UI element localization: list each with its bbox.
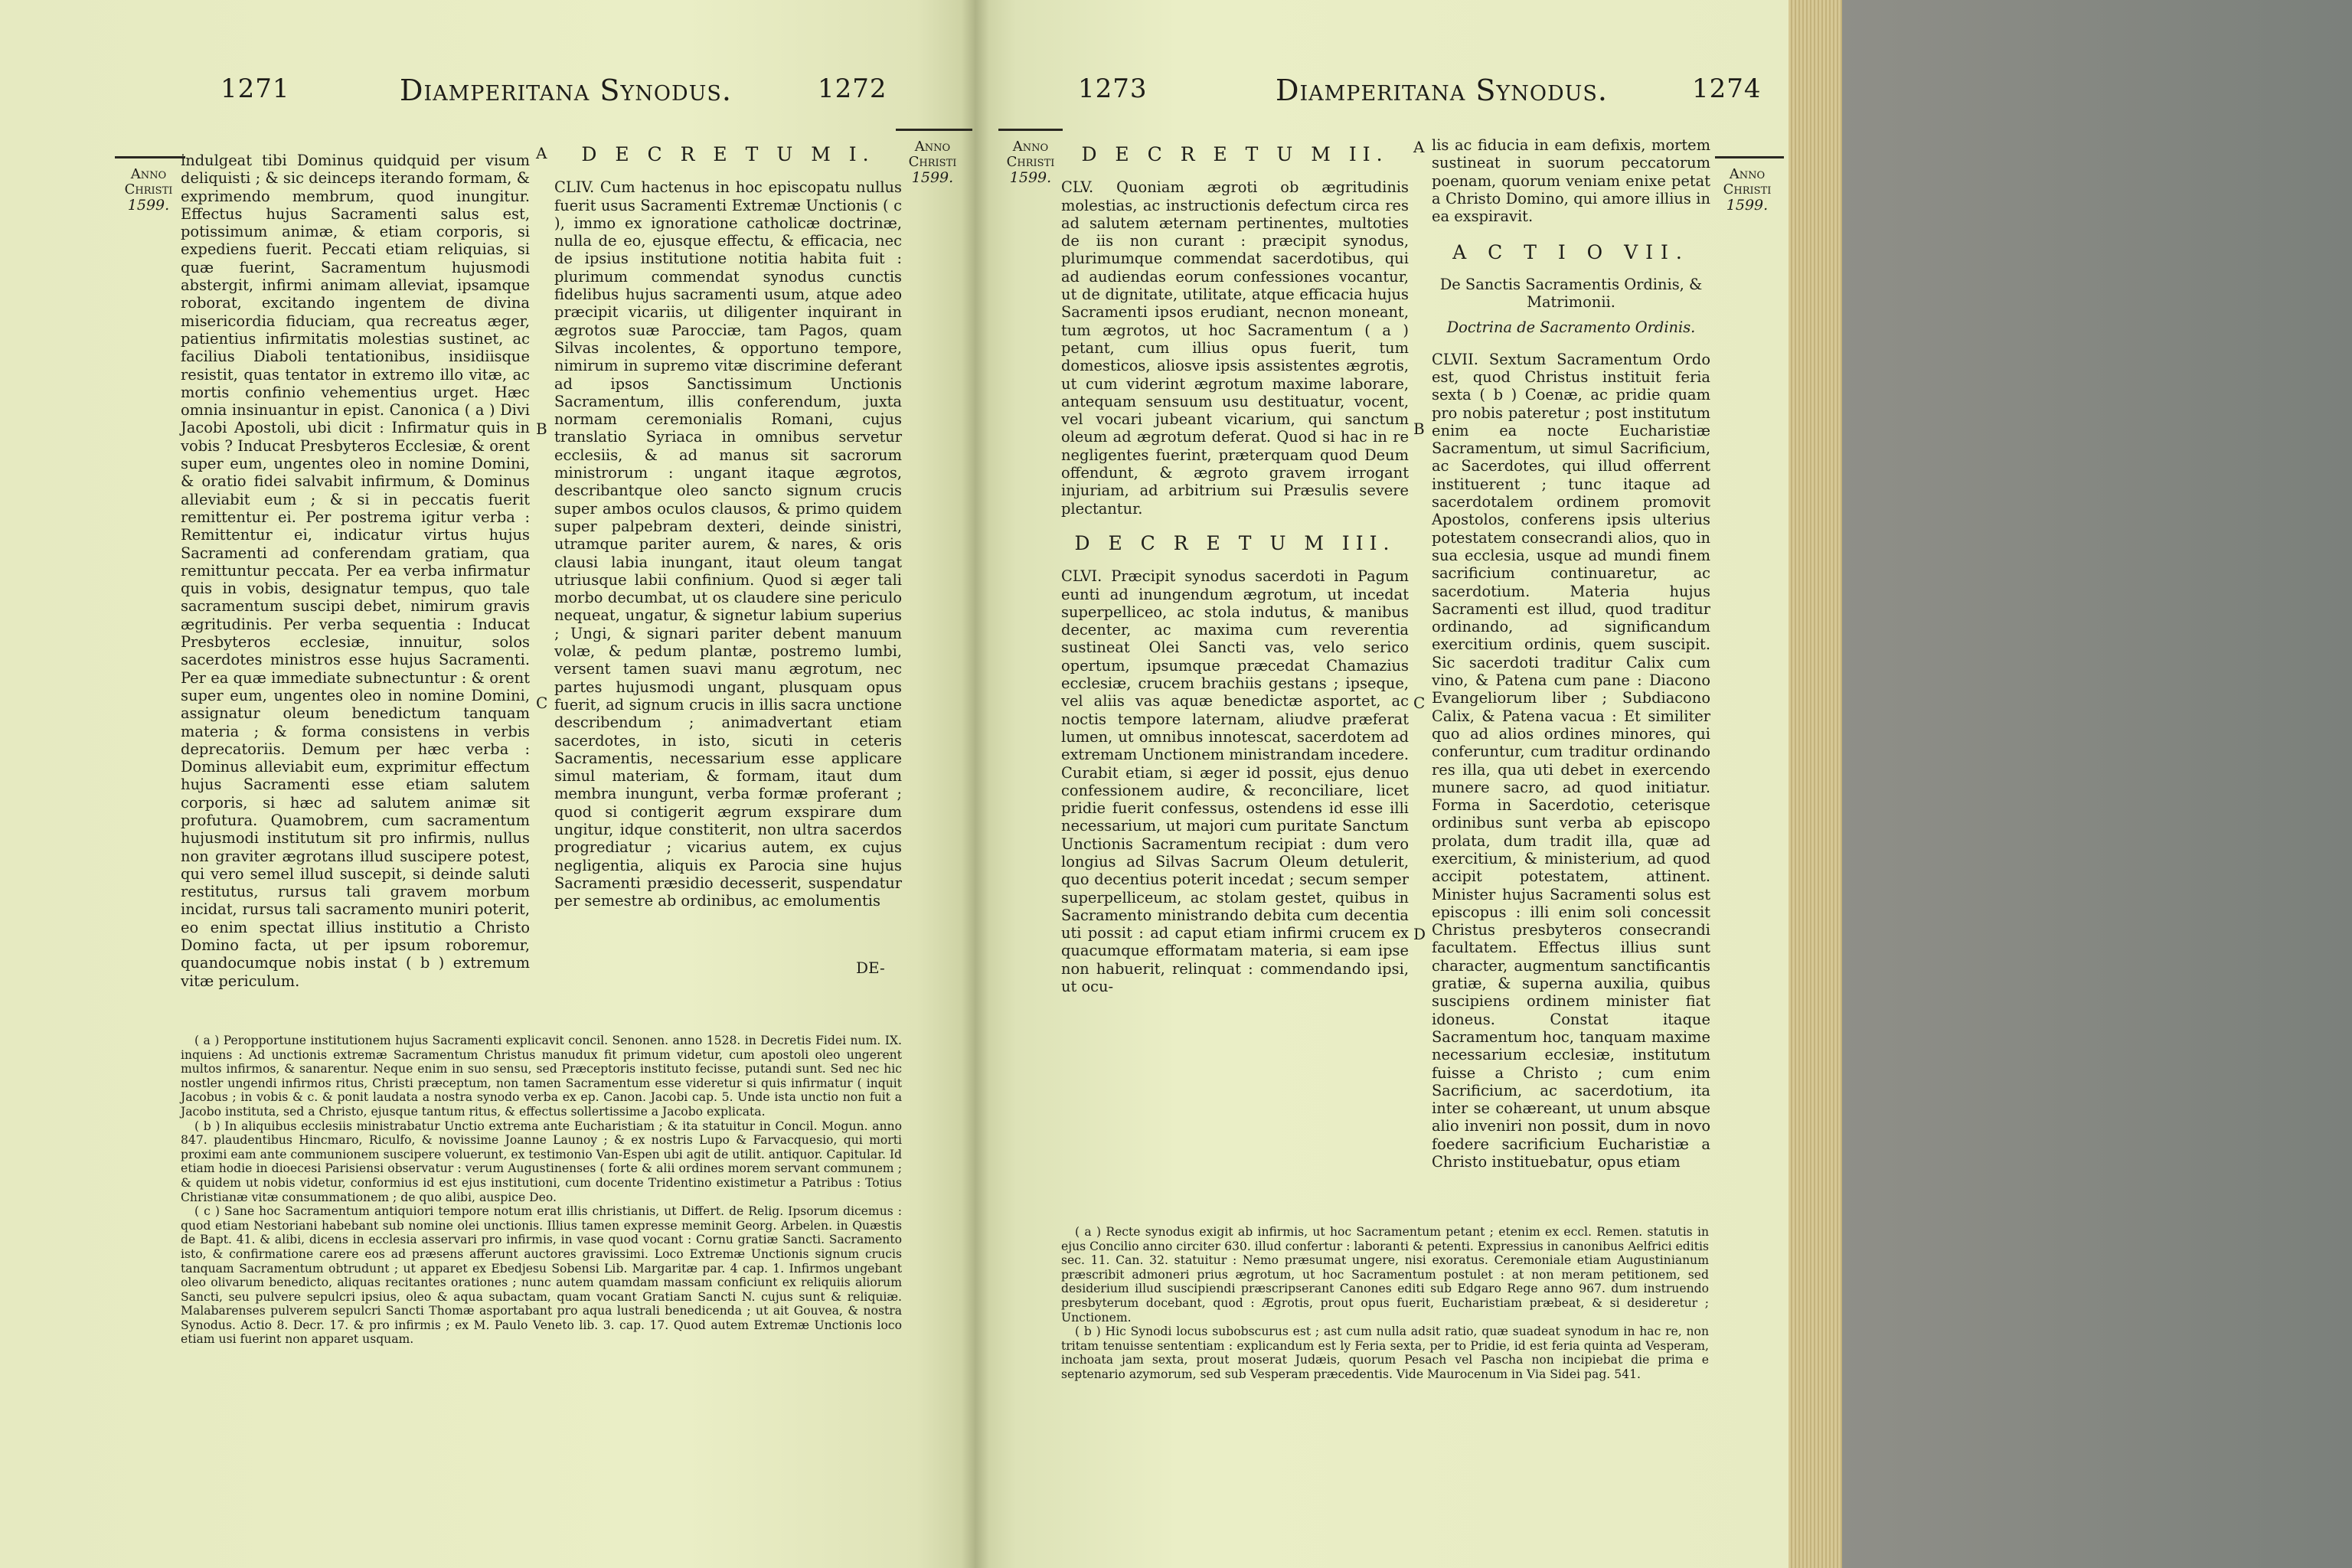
footnote-a: ( a ) Recte synodus exigit ab infirmis, ut hoc Sacramentum petant ; etenim ex eccl. Remen. statutis in ejus Concilio anno circiter 630. illud confertur : laboranti & petenti. Expressius in canonibus Aelfrici editis sec. 11. Can. 32. statuitur : Nemo præsumat ungere, nisi exoratus. Ceremoniale etiam Augustinianum præscribit admoneri prius ægrotum, ut hoc Sacramentum postulet : at non meram petitionem, sed desiderium illud suscipiendi præscripserant Canones editi sub Edgaro Rege anno 967. dum instruendo presbyterum docebant, quod : Ægrotis, prout opus fuerit, Eucharistiam præbeat, & si desideretur ; Unctionem. <box>1061 1225 1709 1325</box>
right-footnotes <box>1061 1225 1709 1547</box>
page-edge-stack <box>1788 0 1842 1568</box>
page-number-1273: 1273 <box>1078 74 1148 104</box>
right-column-1 <box>1061 145 1409 1041</box>
running-head: Diamperitana Synodus. <box>1276 74 1608 107</box>
footnote-c: ( c ) Sane hoc Sacramentum antiquiori tempore notum erat illis christianis, ut Differt. de Relig. Ipsorum dicemus : quod etiam Nestoriani habebant sub nomine olei unctionis. Illius tamen expresse meminit Georg. Arbelen. in Quæstis de Bapt. 41. & alibi, dicens in ecclesia asservari pro infirmis, in vase quod vocant : Cornu gratiæ Sancti. Sacramento isto, & confirmatione carere eos ad præsens afferunt auctores gravissimi. Loco Extremæ Unctionis signum crucis tanquam Sacramentum obtrudunt ; ut apparet ex Ebedjesu Sobensi Lib. Margaritæ par. 4 cap. 1. Infirmos ungebant oleo olivarum benedicto, aliquas recitantes orationes ; nunc autem quamdam massam conficiunt ex reliquiis aliorum Sancti, seu pulvere sepulcri ipsius, oleo & aqua subactam, quam vocant Gratiam Sancti N. cujus sunt & reliquiæ. Malabarenses pulverem sepulcri Sancti Thomæ asportabant pro aqua lustrali benedicenda ; ut ait Gouvea, & nostra Synodus. Actio 8. Decr. 17. & pro infirmis ; ex M. Paulo Veneto lib. 3. cap. 17. Quod autem Extremæ Unctionis loco etiam usi fuerint non apparet usquam. <box>181 1204 902 1347</box>
anno-christi-label: Anno Christi <box>1006 139 1055 170</box>
decretum-2-title: D E C R E T U M II. <box>1081 143 1389 165</box>
section-marker-b: B <box>1413 420 1425 438</box>
anno-year: 1599. <box>911 169 954 186</box>
footnote-a: ( a ) Peropportune institutionem hujus Sacramenti explicavit concil. Senonen. anno 1528. in Decretis Fidei num. IX. inquiens : Ad unctionis extremæ Sacramentum Christus manudux fit primum videtur, cum apostoli oleo ungerent multos infirmos, & sanarentur. Neque enim in suo sensu, sed Præceptoris instituto fecisse, putandi sunt. Sed nec hic nostler ungendi infirmos ritus, Christi præceptum, non tamen Sacramentum esse videretur si quis infirmatur ( inquit Jacobus ; in vobis & c. & ponit laudata a nostra synodo verba ex ep. Canon. Jacobi cap. 5. Unde ista unctio non fuit a Jacobo instituta, sed a Christo, ejusque tantum ritus, & effectus sollertissime a Jacobo explicata. <box>181 1034 902 1119</box>
decree-155-text: CLV. Quoniam ægroti ob ægritudinis molestias, ac instructionis defectum circa res ad salutem æternam pertinentes, multoties de iis non curant : præcipit synodus, plurimumque commendat sacerdotibus, qui ad audiendas eorum confessiones vocantur, ut de dignitate, utilitate, atque efficacia hujus Sacramenti ipsos erudiant, necnon moneant, tum ægrotos, ut hoc Sacramentum ( a ) petant, cum illius opus fuerit, tum domesticos, aliosve ipsis assistentes ægrotis, ut cum viderint ægrotum maxime laborare, antequam sensuum usu destituatur, vocent, vel vocari jubeant vicarium, qui sanctum oleum ad ægrotum deferat. Quod si hac in re negligentes fuerint, præterquam quod Deum offendunt, & ægroto gravem irrogant injuriam, ad arbitrium sui Præsulis severe plectantur. <box>1061 178 1409 518</box>
decree-156-continuation: lis ac fiducia in eam defixis, mortem sustineat in suorum peccatorum poenam, quorum veniam enixe petat a Christo Domino, qui amore illius in ea exspiravit. <box>1432 136 1710 226</box>
section-marker-c: C <box>1413 694 1426 712</box>
footnote-b: ( b ) Hic Synodi locus subobscurus est ; ast cum nulla adsit ratio, quæ suadeat synodum in hac re, non tritam tenuisse sententiam : explicandum est ly Feria sexta, per to Pridie, id est feria quinta ad Vesperam, inchoata jam sexta, prout moserat Judæis, quorum Pesach vel Pascha non incipiebat die prima e septenario azymorum, sed sub Vesperam præcedentis. Vide Maurocenum in Via Sidei pag. 541. <box>1061 1325 1709 1381</box>
decree-156-text: CLVI. Præcipit synodus sacerdoti in Pagum eunti ad inungendum ægrotum, ut incedat superpelliceo, ac stola indutus, & manibus decenter, ac maxima cum reverentia sustineat Olei Sancti vas, velo serico opertum, ipsumque præcedat Chamazius ecclesiæ, crucem brachiis gestans ; ipseque, vel aliis vas aquæ benedictæ asportet, ac noctis tempore laternam, aliudve præferat lumen, ut omnibus innotescat, sacerdotem ad extremam Unctionem ministrandam incedere. Curabit etiam, si æger id possit, ejus denuo confessionem audire, & reconciliare, licet pridie fuerit confessus, ostendens id esse illi necessarium, ut majori cum puritate Sanctum Unctionis Sacramentum recipiat : dum vero longius ad Silvas Sacrum Oleum detulerit, quo decentius poterit incedat ; secum semper superpelliceum, ac stolam gestet, quibus in Sacramento ministrando debita cum decentia uti possit : ad caput etiam infirmi crucem ex quacumque efformatam materia, si eam ipse non habuerit, relinquat : commendando ipsi, ut ocu- <box>1061 567 1410 996</box>
anno-rule-left <box>115 156 185 158</box>
page-number-1272: 1272 <box>818 74 887 104</box>
anno-year: 1599. <box>127 197 170 214</box>
decretum-1-title: D E C R E T U M I. <box>581 143 875 165</box>
actio-7-subtitle: De Sanctis Sacramentis Ordinis, & Matrimonii. <box>1439 275 1703 312</box>
anno-christi-label: Anno Christi <box>908 139 957 170</box>
decretum-3-title: D E C R E T U M III. <box>1074 531 1396 554</box>
anno-rule-right <box>896 129 972 131</box>
anno-christi-label: Anno Christi <box>1723 166 1772 198</box>
book-gutter <box>962 0 989 1568</box>
actio-7-title: A C T I O VII. <box>1452 241 1690 264</box>
anno-christi-label: Anno Christi <box>124 166 173 198</box>
doctrine-text: indulgeat tibi Dominus quidquid per visum deliquisti ; & sic deinceps iterando formam, & exprimendo membrum, quod inungitur. Effectus hujus Sacramenti salus est, potissimum animæ, & etiam corporis, si expediens fuerit. Peccati etiam reliquias, si quæ fuerint, Sacramentum hujusmodi abstergit, infirmi animam alleviat, ipsamque roborat, excitando ingentem de divina misericordia fiduciam, qua recreatus æger, patientius infirmitatis molestias sustinet, ac facilius Diaboli tentationibus, insidiisque resistit, quas tentator in extremo illo vitæ, ac mortis confinio vehementius urget. Hæc omnia insinuantur in epist. Canonica ( a ) Divi Jacobi Apostoli, ubi dicit : Infirmatur quis in vobis ? Inducat Presbyteros Ecclesiæ, & orent super eum, ungentes oleo in nomine Domini, & oratio fidei salvabit infirmum, & Dominus alleviabit eum ; & si in peccatis fuerit remittentur ei. Per postrema igitur verba : Remittentur ei, indicatur virtus hujus Sacramenti ad conferendam gratiam, qua remittuntur peccata. Per ea verba infirmatur quis in vobis, designatur tempus, quo tale sacramentum suscipi debet, nimirum gravis ægritudinis. Per verba sequentia : Inducat Presbyteros ecclesiæ, innuitur, solos sacerdotes ministros esse hujus Sacramenti. Per ea quæ immediate subnectuntur : & orent super eum, ungentes oleo in nomine Domini, assignatur oleum benedictum tanquam materia ; & forma consistens in verbis deprecatoriis. Demum per hæc verba : Dominus alleviabit eum, exprimitur effectum hujus Sacramenti esse etiam salutem corporis, si hæc ad salutem animæ sit profutura. Quamobrem, cum sacramentum hujusmodi institutum sit pro infirmis, nullus non graviter ægrotans illud suscipere potest, qui vero semel illud suscepit, si deinde saluti restitutus, rursus tali gravem morbum incidat, rursus tali sacramento muniri poterit, eo enim spectat illius institutio a Christo Domino facta, ut per ipsum roboremur, quandocumque nobis instat ( b ) extremum vitæ periculum. <box>181 152 530 990</box>
running-head: Diamperitana Synodus. <box>400 74 732 107</box>
left-column-1 <box>181 152 530 990</box>
catchword: DE- <box>856 959 885 977</box>
right-column-2 <box>1432 136 1710 1171</box>
anno-year: 1599. <box>1009 169 1052 186</box>
page-number-1274: 1274 <box>1692 74 1762 104</box>
decree-157-text: CLVII. Sextum Sacramentum Ordo est, quod Christus instituit feria sexta ( b ) Coenæ, ac pridie quam pro nobis pateretur ; post institutum enim ea nocte Eucharistiæ Sacramentum, ut simul Sacrificium, ac Sacerdotes, qui illud offerrent instituerent ; tunc itaque ad sacerdotalem ordinem promovit Apostolos, conferens ipsis ulterius potestatem consecrandi alios, quo in sua ecclesia, usque ad mundi finem sacrificium continuaretur, ac sacerdotium. Materia hujus Sacramenti est illud, quod traditur ordinando, ad significandum exercitium ordinis, quem suscipit. Sic sacerdoti traditur Calix cum vino, & Patena cum pane : Diacono Evangeliorum liber ; Subdiacono Calix, & Patena vacua : Et similiter quo ad alios ordines minores, qui conferuntur, cum traditur ordinando res illa, qua uti debet in exercendo munere sacro, ad quod initiatur. Forma in Sacerdotio, ceterisque ordinibus sunt verba ab episcopo prolata, dum tradit illa, quæ ad exercitium, & ministerium, ad quod accipit potestatem, attinent. Minister hujus Sacramenti solus est episcopus : illi enim soli concessit Christus presbyteros consecrandi facultatem. Effectus illius sunt character, augmentum sanctificantis gratiæ, & superna auxilia, quibus suscipiens ordinem minister fiat idoneus. Constat itaque Sacramentum hoc, tanquam maxime necessarium ecclesiæ, institutum fuisse a Christo ; cum enim Sacrificium, ac sacerdotium, ita inter se cohæreant, ut unum absque alio inveniri non possit, dum in novo foedere sacrificium Eucharistiæ a Christo instituebatur, opus etiam <box>1432 350 1710 1171</box>
left-page <box>0 0 975 1568</box>
section-marker-a: A <box>1413 138 1425 156</box>
section-marker-b: B <box>536 420 547 438</box>
anno-christi-marginal-right <box>900 139 965 185</box>
anno-rule-right <box>1715 156 1784 158</box>
anno-christi-marginal <box>116 167 181 213</box>
section-marker-c: C <box>536 694 548 712</box>
anno-christi-marginal <box>998 139 1063 185</box>
book-page-edges <box>1788 0 2352 1568</box>
anno-year: 1599. <box>1726 197 1769 214</box>
section-marker-a: A <box>536 144 547 162</box>
anno-christi-marginal-right <box>1715 167 1779 213</box>
page-number-1271: 1271 <box>220 74 290 104</box>
left-footnotes <box>181 1034 902 1524</box>
doctrina-title: Doctrina de Sacramento Ordinis. <box>1446 318 1696 337</box>
decree-154-text: CLIV. Cum hactenus in hoc episcopatu nullus fuerit usus Sacramenti Extremæ Unctionis ( c ), immo ex ignoratione catholicæ doctrinæ, nulla de eo, ejusque effectu, & efficacia, nec de ipsius institutione notitia habita fuit : plurimum commendat synodus cunctis fidelibus hujus sacramenti usum, atque adeo præcipit vicariis, ut diligenter inquirant in ægrotos suæ Parocciæ, tam Pagos, quam Silvas incolentes, & opportuno tempore, nimirum in supremo vitæ discrimine deferant ad ipsos Sanctissimum Unctionis Sacramentum, illis conferendum, juxta normam ceremonialis Romani, cujus translatio Syriaca in omnibus servetur ecclesiis, & ad manus sit sacrorum ministrorum : ungant itaque ægrotos, describantque oleo sancto signum crucis super ambos oculos clausos, & primo quidem super palpebram dexteri, deinde sinistri, utramque pariter aurem, & nares, & oris clausi labia inungant, itaut oleum tangat utriusque labii confinium. Quod si æger tali morbo decumbat, ut os claudere sine periculo nequeat, ungatur, & signetur labium superius ; Ungi, & signari pariter debent manuum volæ, & pedum plantæ, postremo lumbi, versent tamen suavi manu ægrotum, nec partes hujusmodi ungant, plusquam opus fuerit, ad signum crucis in illis sacra unctione describendum ; animadvertant etiam sacerdotes, in isto, sicuti in ceteris Sacramentis, necessarium esse applicare simul materiam, & formam, itaut dum membra inungunt, verba formæ proferant ; quod si contigerit ægrum exspirare dum ungitur, idque constiterit, non ultra sacerdos progrediatur ; vicarius autem, ex cujus negligentia, aliquis ex Parocia sine hujus Sacramenti præsidio decesserit, suspendatur per semestre ab ordinibus, ac emolumentis <box>554 178 902 910</box>
left-column-2 <box>554 145 902 942</box>
right-page <box>975 0 1788 1568</box>
section-marker-d: D <box>1413 925 1426 943</box>
anno-rule-left <box>998 129 1063 131</box>
footnote-b: ( b ) In aliquibus ecclesiis ministrabatur Unctio extrema ante Eucharistiam ; & ita statuitur in Concil. Mogun. anno 847. plaudentibus Hincmaro, Riculfo, & novissime Joanne Launoy ; & ex nostris Lupo & Farvacquesio, qui morti proximi eam ante communionem suscipere voluerunt, ex testimonio Van-Espen ubi agit de utilit. antiquor. Capitular. Id etiam hodie in dioecesi Parisiensi observatur : verum Augustinenses ( forte & alii ordines morem servant communem ; & quidem ut nobis videtur, conformius id est ejus institutioni, cum docente Tridentino existimetur a Patribus : Totius Christianæ vitæ consummationem ; de quo alibi, auspice Deo. <box>181 1119 903 1204</box>
